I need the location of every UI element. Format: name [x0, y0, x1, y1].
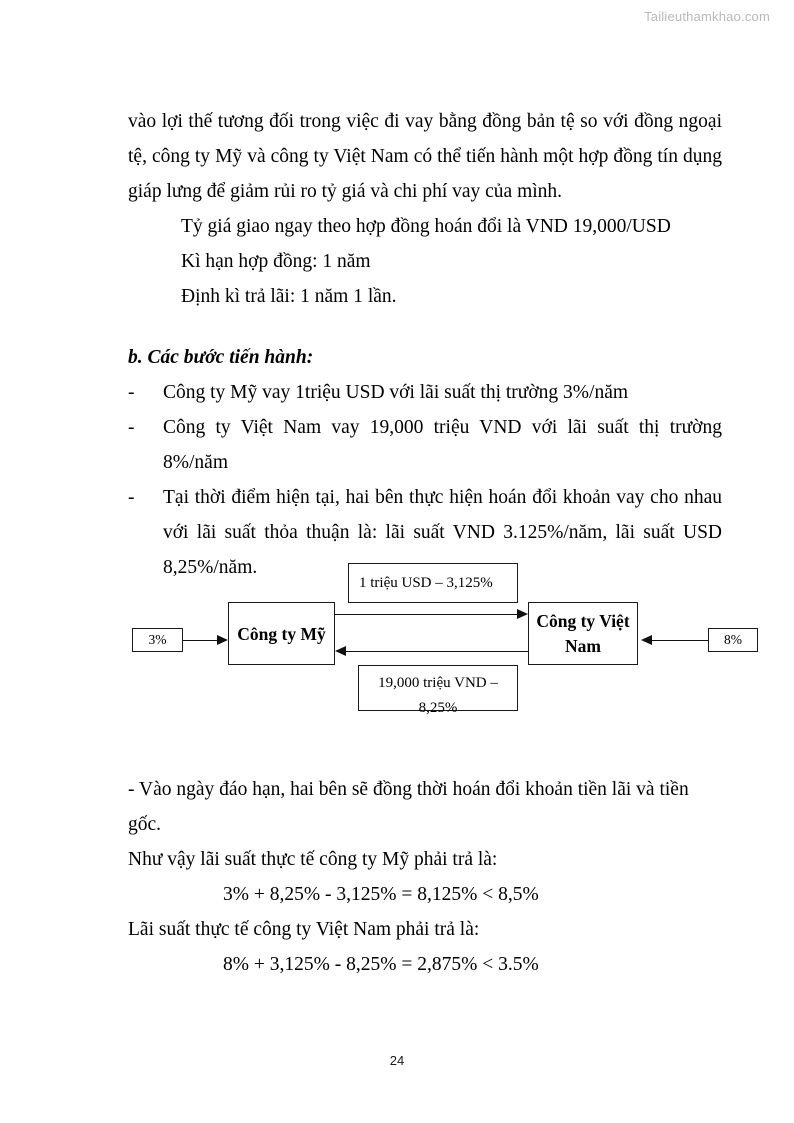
equation-vn-effective-rate: 8% + 3,125% - 8,25% = 2,875% < 3.5%	[223, 954, 539, 975]
equation-us-effective-rate: 3% + 8,25% - 3,125% = 8,125% < 8,5%	[223, 884, 539, 905]
diagram-box-us-company	[228, 602, 335, 665]
diagram-arrow-us-to-vn-line	[335, 614, 517, 615]
bottom-line-maturity: - Vào ngày đáo hạn, hai bên sẽ đồng thời hoán đổi khoản tiền lãi và tiền gốc.	[128, 779, 689, 835]
detail-line-spot-rate: Tỷ giá giao ngay theo hợp đồng hoán đổi là VND 19,000/USD	[181, 216, 671, 237]
list-item	[128, 410, 722, 480]
list-item	[128, 375, 722, 410]
diagram-rate-left-text: 3%	[148, 632, 167, 647]
page-number: 24	[389, 1053, 405, 1068]
document-body-bottom	[128, 772, 722, 982]
diagram-arrow-right-line	[652, 640, 708, 641]
diagram-label-top-box	[348, 563, 518, 603]
diagram-box-vn-company-label: Công ty Việt Nam	[536, 610, 630, 656]
paragraph-intro: vào lợi thế tương đối trong việc đi vay bằng đồng bản tệ so với đồng ngoại tệ, công ty Mỹ và công ty Việt Nam có thể tiến hành một hợp đồng tín dụng giáp lưng để giảm rủi ro tỷ giá và chi phí vay của mình.	[128, 111, 722, 202]
diagram-arrowhead-left-to-us	[217, 635, 228, 645]
diagram-label-bottom-box	[358, 665, 518, 716]
list-item-text: Tại thời điểm hiện tại, hai bên thực hiện hoán đổi khoản vay cho nhau với lãi suất thỏa thuận là: lãi suất VND 3.125%/năm, lãi suất USD 8,25%/năm.	[163, 487, 722, 578]
diagram-box-vn-company	[528, 602, 638, 665]
diagram-box-us-company-label: Công ty Mỹ	[237, 623, 326, 644]
watermark-text: Tailieuthamkhao.com	[644, 9, 770, 24]
diagram-arrow-vn-to-us-line	[346, 651, 528, 652]
diagram-label-top-text: 1 triệu USD – 3,125%	[359, 574, 493, 591]
dash-marker: -	[128, 382, 135, 403]
bottom-line-vn-rate-intro: Lãi suất thực tế công ty Việt Nam phải trả là:	[128, 919, 480, 940]
bottom-line-us-rate-intro: Như vậy lãi suất thực tế công ty Mỹ phải trả là:	[128, 849, 498, 870]
diagram-arrowhead-right-to-vn	[641, 635, 652, 645]
diagram-rate-right-text: 8%	[724, 632, 742, 647]
page-footer	[0, 1053, 794, 1068]
spacer	[128, 314, 722, 340]
list-item-text: Công ty Việt Nam vay 19,000 triệu VND với lãi suất thị trường 8%/năm	[163, 417, 722, 473]
list-item-text: Công ty Mỹ vay 1triệu USD với lãi suất thị trường 3%/năm	[163, 382, 629, 403]
diagram-label-bottom-text: 19,000 triệu VND – 8,25%	[378, 675, 498, 716]
diagram-rate-right-box	[708, 628, 758, 652]
swap-diagram	[0, 548, 794, 738]
detail-line-contract-term: Kì hạn hợp đồng: 1 năm	[181, 251, 371, 272]
diagram-arrowhead-vn-to-us	[335, 646, 346, 656]
dash-marker: -	[128, 487, 135, 508]
diagram-rate-left-box	[132, 628, 183, 652]
dash-marker: -	[128, 417, 135, 438]
section-heading-b: b. Các bước tiến hành:	[128, 347, 314, 368]
document-body	[128, 104, 722, 585]
detail-line-interest-period: Định kì trả lãi: 1 năm 1 lần.	[181, 286, 397, 307]
diagram-arrow-left-line	[183, 640, 217, 641]
diagram-arrowhead-us-to-vn	[517, 609, 528, 619]
